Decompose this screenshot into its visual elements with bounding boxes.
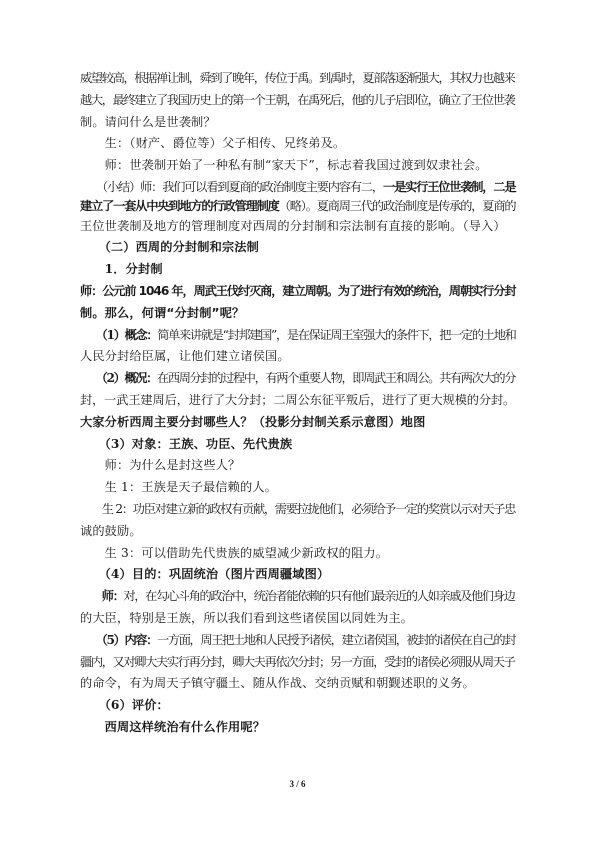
text-line: 生 3：可以借助先代贵族的威望减少新政权的阻力。: [80, 546, 389, 560]
text-line: 人民分封给臣属，让他们建立诸侯国。: [80, 349, 290, 363]
text-line: 制。那么，何谓“分封制”呢？: [80, 306, 245, 320]
text-line: （6）评价：: [80, 698, 169, 712]
text-line: 师：世袭制开始了一种私有制“家天下”，标志着我国过渡到奴隶社会。: [80, 158, 488, 172]
text-line: 生 2：功臣对建立新的政权有贡献，需要拉拢他们，必须给予一定的奖赏以示对天子忠: [80, 502, 516, 516]
text-line: 制。请问什么是世袭制？: [80, 115, 216, 129]
text-line: 西周这样统治有什么作用呢？: [80, 720, 266, 734]
text-line: 诚的鼓励。: [80, 524, 142, 538]
text-line: （5）内容：一方面，周王把土地和人民授予诸侯，建立诸侯国，被封的诸侯在自己的封: [80, 633, 516, 647]
text-line: 封，一武王建周后，进行了大分封；二周公东征平叛后，进行了更大规模的分封。: [80, 393, 516, 407]
text-line: 疆内，又对卿大夫实行再分封，卿大夫再依次分封；另一方面，受封的诸侯必须服从周天子: [80, 655, 515, 669]
page-number: 3 / 6: [289, 779, 306, 789]
text-line: （1）概念：简单来讲就是“封邦建国”，是在保证周王室强大的条件下，把一定的土地和: [80, 328, 516, 342]
text-line: 师：对，在勾心斗角的政治中，统治者能依赖的只有他们最亲近的人如亲戚及他们身边: [80, 589, 515, 603]
text-line: （小结）师：我们可以看到夏商的政治制度主要内容有二，一是实行王位世袭制，二是: [80, 180, 516, 194]
text-line: （3）对象：王族、功臣、先代贵族: [80, 437, 293, 451]
text-line: 的大臣，特别是王族，所以我们看到这些诸侯国以同姓为主。: [80, 611, 414, 625]
text-line: 建立了一套从中央到地方的行政管理制度（略）。夏商周三代的政治制度是传承的，夏商的: [80, 199, 516, 213]
text-line: （4）目的：巩固统治（图片西周疆域图）: [80, 567, 330, 581]
text-line: 师：公元前 1046 年，周武王伐纣灭商，建立周朝。为了进行有效的统治，周朝实行分封: [80, 284, 516, 298]
text-line: 生 1：王族是天子最信赖的人。: [80, 480, 277, 494]
text-line: （2）概况：在西周分封的过程中，有两个重要人物，即周武王和周公。共有两次大的分: [80, 371, 516, 385]
text-line: 越大，最终建立了我国历史上的第一个王朝，在禹死后，他的儿子启即位，确立了王位世袭: [80, 93, 515, 107]
text-line: 威望较高，根据禅让制，舜到了晚年，传位于禹。到禹时，夏部落逐渐强大，其权力也越来: [80, 71, 515, 85]
section-heading: （二）西周的分封制和宗法制: [80, 240, 259, 254]
text-line: 师：为什么是封这些人？: [80, 458, 241, 472]
text-line: 的命令，有为周天子镇守疆土、随从作战、交纳贡赋和朝觐述职的义务。: [80, 676, 475, 690]
subsection-heading: 1．分封制: [80, 262, 163, 276]
text-line: 生：（财产、爵位等）父子相传、兄终弟及。: [80, 136, 346, 150]
text-line: 大家分析西周主要分封哪些人？（投影分封制关系示意图）地图: [80, 415, 426, 429]
text-line: 王位世袭制及地方的管理制度对西周的分封制和宗法制有直接的影响。（导入）: [80, 219, 506, 233]
